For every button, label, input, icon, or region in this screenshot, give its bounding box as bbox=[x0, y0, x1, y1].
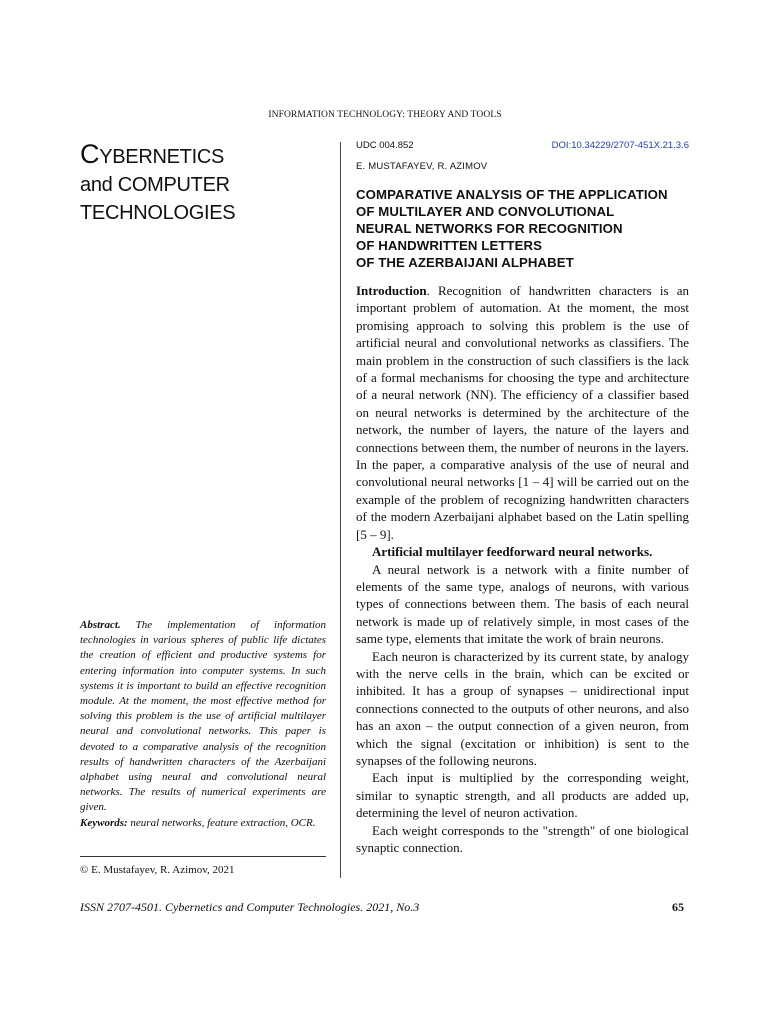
body-paragraph: Each input is multiplied by the corresponding weight, similar to synaptic strength, and all products are added up, determining the level of neuron activation. bbox=[356, 770, 689, 821]
article-header bbox=[356, 140, 689, 271]
journal-name-line-3: TECHNOLOGIES bbox=[80, 202, 236, 224]
title-line: OF MULTILAYER AND CONVOLUTIONAL bbox=[356, 204, 615, 219]
title-line: COMPARATIVE ANALYSIS OF THE APPLICATION bbox=[356, 187, 668, 202]
article-body bbox=[356, 282, 689, 856]
copyright: © E. Mustafayev, R. Azimov, 2021 bbox=[80, 864, 235, 876]
keywords-text: neural networks, feature extraction, OCR. bbox=[130, 817, 316, 829]
udc-code: UDC 004.852 bbox=[356, 140, 414, 151]
keywords bbox=[80, 816, 326, 831]
section-heading: Artificial multilayer feedforward neural networks. bbox=[372, 544, 653, 560]
doi-link[interactable]: DOI:10.34229/2707-451X.21.3.6 bbox=[551, 140, 689, 151]
introduction-label: Introduction bbox=[356, 283, 427, 298]
introduction-paragraph bbox=[356, 282, 689, 543]
abstract-text: The implementation of information technologies in various spheres of public life dictates the creation of efficient and productive systems for entering information into computer systems. In such systems it is important to build an effective recognition module. At the moment, the most effective method for solving this problem is the use of artificial multilayer neural and convolutional networks. This paper is devoted to a comparative analysis of the recognition results of handwritten characters of the Azerbaijani alphabet using neural and convolutional neural networks. The results of numerical experiments are given. bbox=[80, 619, 326, 814]
footer-citation: ISSN 2707-4501. Cybernetics and Computer Technologies. 2021, No.3 bbox=[80, 900, 420, 914]
title-line: NEURAL NETWORKS FOR RECOGNITION bbox=[356, 221, 623, 236]
body-paragraph: A neural network is a network with a finite number of elements of the same type, analogs of neurons, with various types of connections between them. The basis of each neural network is made up of relatively simple, in most cases of the same type, elements that imitate the work of brain neurons. bbox=[356, 561, 689, 647]
copyright-divider bbox=[80, 856, 326, 857]
title-line: OF THE AZERBAIJANI ALPHABET bbox=[356, 255, 574, 270]
body-paragraph: Each neuron is characterized by its current state, by analogy with the nerve cells in the brain, which can be excited or inhibited. It has a group of synapses – unidirectional input connections connected to the outputs of other neurons, and also has an axon – the output connection of a given neuron, from which the signal (excitation or inhibition) is sent to the synapses of the following neurons. bbox=[356, 648, 689, 768]
page-number: 65 bbox=[672, 900, 684, 914]
article-title bbox=[356, 186, 689, 271]
journal-name bbox=[80, 140, 326, 227]
running-head: INFORMATION TECHNOLOGY: THEORY AND TOOLS bbox=[268, 110, 502, 120]
introduction-text: . Recognition of handwritten characters is an important problem of automation. At the moment, the most promising approach to solving this problem is the use of artificial neural and convolutional networks as classifiers. The main problem in the construction of such classifiers is the lack of a formal mechanisms for choosing the type and architecture of a neural network (NN). The efficiency of a classifier based on neural networks is determined by the architecture of the network, the number of layers, the nature of the layers and connections between them, the number of neurons in the layers. In the paper, a comparative analysis of the use of neural and convolutional neural networks [1 – 4] will be carried out on the example of the problem of recognizing handwritten characters of the modern Azerbaijani alphabet based on the Latin spelling [5 – 9]. bbox=[356, 283, 689, 542]
title-line: OF HANDWRITTEN LETTERS bbox=[356, 238, 543, 253]
journal-name-line-1 bbox=[80, 140, 326, 171]
journal-name-rest: YBERNETICS bbox=[99, 146, 225, 168]
abstract bbox=[80, 618, 326, 816]
column-divider bbox=[340, 142, 341, 878]
journal-initial: C bbox=[80, 139, 100, 169]
journal-name-line-2: and COMPUTER bbox=[80, 174, 230, 196]
keywords-label: Keywords: bbox=[80, 817, 128, 829]
body-paragraph: Each weight corresponds to the "strength" of one biological synaptic connection. bbox=[356, 822, 689, 855]
authors: E. MUSTAFAYEV, R. AZIMOV bbox=[356, 161, 488, 172]
meta-row bbox=[356, 140, 689, 151]
abstract-label: Abstract. bbox=[80, 619, 121, 631]
